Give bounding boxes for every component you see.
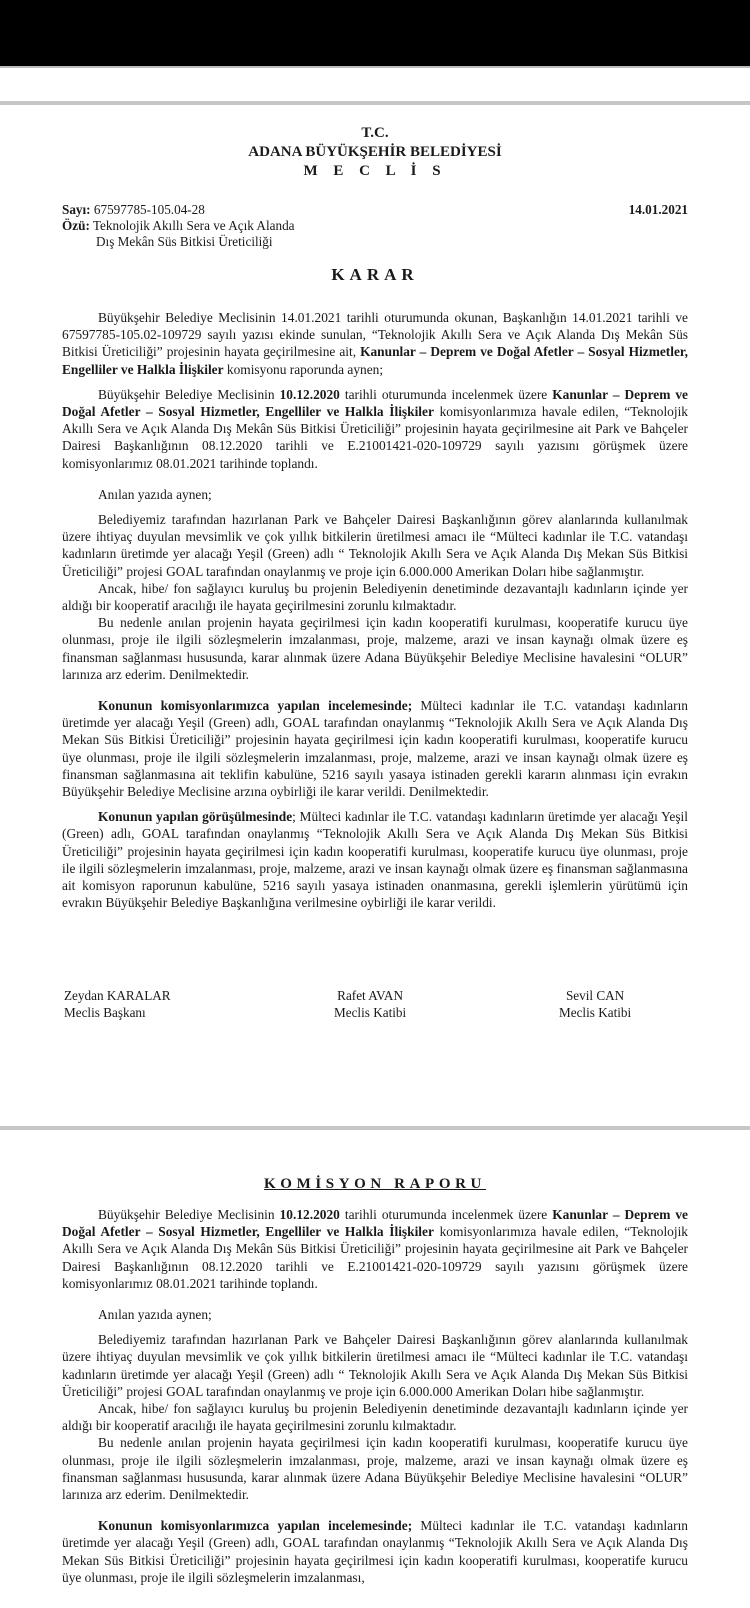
- karar-paragraph: Büyükşehir Belediye Meclisinin 14.01.2021 tarihli oturumunda okunan, Başkanlığın 14.01.2021 tarihli ve 67597785-105.02-109729 sayılı yazısı ekinde sunulan, “Teknolojik Akıllı Sera ve Açık Alanda Dış Mekân Süs Bitkisi Üreticiliği” projesinin hayata geçirilmesine ait, Kanunlar – Deprem ve Doğal Afetler – Sosyal Hizmetler, Engelliler ve Halkla İlişkiler komisyonu raporunda aynen;: [62, 310, 688, 377]
- document-date: 14.01.2021: [628, 202, 688, 217]
- karar-paragraph: Konunun yapılan görüşülmesinde; Mülteci kadınlar ile T.C. vatandaşı kadınların üretimde yer alacağı Yeşil (Green) adlı, GOAL tarafından onaylanmış “Teknolojik Akıllı Sera ve Açık Alanda Dış Mekan Süs Bitkisi Üreticiliği” projesinin hayata geçirilmesi için kadın kooperatifi kurulması, kooperatife kurucu üye olunması, proje ile ilgili sözleşmelerin imzalanması, proje, malzeme, arazi ve insan kaynağı olmak üzere eş finansman sağlanmasına ait komisyon raporunun kabulüne, 5216 sayılı yasaya istinaden onanmasına, gerekli işlemlerin yürütümü için evrakın Büyükşehir Belediye Başkanlığına verilmesine oybirliği ile karar verildi.: [62, 809, 688, 911]
- signature-block: [64, 987, 171, 1021]
- karar-paragraph: Büyükşehir Belediye Meclisinin 10.12.2020 tarihli oturumunda incelenmek üzere Kanunlar – Deprem ve Doğal Afetler – Sosyal Hizmetler, Engelliler ve Halkla İlişkiler komisyonlarımıza havale edilen, “Teknolojik Akıllı Sera ve Açık Alanda Dış Mekân Süs Bitkisi Üreticiliği” projesinin hayata geçirilmesine ait Park ve Bahçeler Dairesi Başkanlığının 08.12.2020 tarihli ve E.21001421-020-109729 sayılı yazısını görüşmek üzere komisyonlarımız 08.01.2021 tarihinde toplandı.: [62, 386, 689, 471]
- komisyon-paragraph: Bu nedenle anılan projenin hayata geçirilmesi için kadın kooperatifi kurulması, kooperatife kurucu üye olunması, proje ile ilgili sözleşmelerin imzalanması, proje, malzeme, arazi ve insan kaynağı olmak üzere eş finansman sağlanması hususunda, karar alınmak üzere Adana Büyükşehir Belediye Meclisine havalesini “OLUR” larınıza arz ederim. Denilmektedir.: [62, 1435, 688, 1503]
- ozu-continuation: Dış Mekân Süs Bitkisi Üreticiliği: [96, 234, 273, 249]
- sayi-field: Sayı: 67597785-105.04-28: [62, 202, 205, 217]
- ozu-field: Özü: Teknolojik Akıllı Sera ve Açık Alanda: [62, 218, 295, 233]
- komisyon-title: KOMİSYON RAPORU: [264, 1176, 486, 1192]
- karar-paragraph: Ancak, hibe/ fon sağlayıcı kuruluş bu projenin Belediyenin denetiminde dezavantajlı kadınların içinde yer aldığı bir kooperatif aracılığı ile hayata geçirilmesini zorunlu kılmaktadır.: [62, 580, 688, 614]
- karar-title: KARAR: [331, 265, 419, 284]
- signatory-title: Meclis Katibi: [334, 1005, 407, 1020]
- header-meclis: M E C L İ S: [303, 163, 447, 179]
- header-institution: ADANA BÜYÜKŞEHİR BELEDİYESİ: [248, 144, 502, 160]
- signatory-name: Sevil CAN: [565, 988, 625, 1003]
- page-top-divider: [0, 101, 750, 105]
- signature-block: [334, 987, 406, 1021]
- komisyon-paragraph: Belediyemiz tarafından hazırlanan Park ve Bahçeler Dairesi Başkanlığının görev alanlarında kullanılmak üzere ihtiyaç duyulan mevsimlik ve çok yıllık bitkilerin üretilmesi amacı ile “Mülteci kadınlar ile T.C. vatandaşı kadınların üretimde yer alacağı Yeşil (Green) adlı “ Teknolojik Akıllı Sera ve Açık Alanda Dış Mekan Süs Bitkisi Üreticiliği” projesi GOAL tarafından onaylanmış ve proje için 6.000.000 Amerikan Doları hibe sağlanmıştır.: [62, 1332, 688, 1399]
- signatory-name: Zeydan KARALAR: [64, 988, 171, 1003]
- karar-paragraph: Anılan yazıda aynen;: [98, 486, 212, 502]
- signature-block: [559, 987, 631, 1021]
- komisyon-paragraph: Büyükşehir Belediye Meclisinin 10.12.2020 tarihli oturumunda incelenmek üzere Kanunlar – Deprem ve Doğal Afetler – Sosyal Hizmetler, Engelliler ve Halkla İlişkiler komisyonlarımıza havale edilen, “Teknolojik Akıllı Sera ve Açık Alanda Dış Mekân Süs Bitkisi Üreticiliği” projesinin hayata geçirilmesine ait Park ve Bahçeler Dairesi Başkanlığının 08.12.2020 tarihli ve E.21001421-020-109729 sayılı yazısını görüşmek üzere komisyonlarımız 08.01.2021 tarihinde toplandı.: [62, 1207, 689, 1291]
- signatory-title: Meclis Başkanı: [64, 1005, 146, 1020]
- karar-paragraph: Bu nedenle anılan projenin hayata geçirilmesi için kadın kooperatifi kurulması, kooperatife kurucu üye olunması, proje ile ilgili sözleşmelerin imzalanması, proje, malzeme, arazi ve insan kaynağı olmak üzere eş finansman sağlanması hususunda, karar alınmak üzere Adana Büyükşehir Belediye Meclisine havalesini “OLUR” larınıza arz ederim. Denilmektedir.: [62, 615, 688, 682]
- letterhead: [62, 124, 688, 181]
- status-bar: [0, 0, 750, 66]
- page-divider: [0, 1126, 750, 1130]
- karar-body: [62, 309, 688, 912]
- header-tc: T.C.: [361, 125, 389, 141]
- komisyon-paragraph: Ancak, hibe/ fon sağlayıcı kuruluş bu projenin Belediyenin denetiminde dezavantajlı kadınların içinde yer aldığı bir kooperatif aracılığı ile hayata geçirilmesini zorunlu kılmaktadır.: [62, 1401, 688, 1434]
- komisyon-paragraph: Anılan yazıda aynen;: [98, 1307, 212, 1323]
- komisyon-body: [62, 1206, 688, 1586]
- karar-paragraph: Konunun komisyonlarımızca yapılan incelemesinde; Mülteci kadınlar ile T.C. vatandaşı kadınların üretimde yer alacağı Yeşil (Green) adlı, GOAL tarafından onaylanmış “Teknolojik Akıllı Sera ve Açık Alanda Dış Mekan Süs Bitkisi Üreticiliği” projesinin hayata geçirilmesi için kadın kooperatifi kurulması, kooperatife kurucu üye olunması, proje ile ilgili sözleşmelerin imzalanması, proje, malzeme, arazi ve insan kaynağı olmak üzere eş finansman sağlanmasına ait teklifin kabulüne, 5216 sayılı yasaya istinaden gerekli kararın alınması için evrakın Büyükşehir Belediye Meclisine arzına oybirliği ile karar verildi. Denilmektedir.: [62, 698, 688, 800]
- komisyon-paragraph: Konunun komisyonlarımızca yapılan incelemesinde; Mülteci kadınlar ile T.C. vatandaşı kadınların üretimde yer alacağı Yeşil (Green) adlı, GOAL tarafından onaylanmış “Teknolojik Akıllı Sera ve Açık Alanda Dış Mekan Süs Bitkisi Üreticiliği” projesinin hayata geçirilmesi için kadın kooperatifi kurulması, kooperatife kurucu üye olunması, proje ile ilgili sözleşmelerin imzalanması,: [62, 1518, 688, 1585]
- signatory-title: Meclis Katibi: [559, 1005, 632, 1020]
- signatory-name: Rafet AVAN: [337, 988, 403, 1003]
- document-meta: [62, 202, 688, 250]
- karar-paragraph: Belediyemiz tarafından hazırlanan Park ve Bahçeler Dairesi Başkanlığının görev alanlarında kullanılmak üzere ihtiyaç duyulan mevsimlik ve çok yıllık bitkilerin üretilmesi amacı ile “Mülteci kadınlar ile T.C. vatandaşı kadınların üretimde yer alacağı Yeşil (Green) adlı “ Teknolojik Akıllı Sera ve Açık Alanda Dış Mekan Süs Bitkisi Üreticiliği” projesi GOAL tarafından onaylanmış ve proje için 6.000.000 Amerikan Doları hibe sağlanmıştır.: [62, 512, 688, 579]
- top-divider: [0, 66, 750, 68]
